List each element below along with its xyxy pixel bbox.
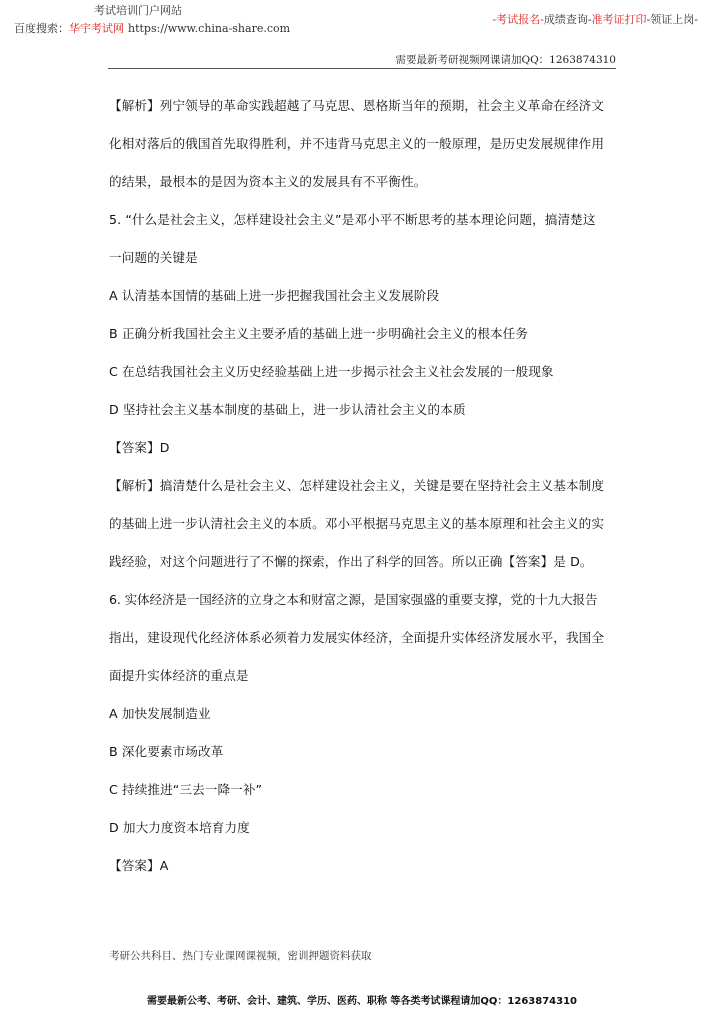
analysis: 【解析】搞清楚什么是社会主义、怎样建设社会主义，关键是要在坚持社会主义基本制度 [109,478,605,493]
option-d: D 坚持社会主义基本制度的基础上，进一步认清社会主义的本质 [109,402,466,417]
text-line: 的结果，最根本的是因为资本主义的发展具有不平衡性。 [109,174,427,189]
text-line: 【解析】列宁领导的革命实践超越了马克思、恩格斯当年的预期，社会主义革命在经济文 [109,98,605,113]
option-c: C 在总结我国社会主义历史经验基础上进一步揭示社会主义社会发展的一般现象 [109,364,554,379]
portal-text: 考试培训门户网站 [94,4,182,17]
document-body [109,96,615,894]
option-b: B 正确分析我国社会主义主要矛盾的基础上进一步明确社会主义的根本任务 [109,326,529,341]
question-5: 5. “什么是社会主义，怎样建设社会主义”是邓小平不断思考的基本理论问题，搞清楚这 [109,212,596,227]
header-divider [108,68,616,69]
option-d: D 加大力度资本培育力度 [109,820,250,835]
search-label: 百度搜索： [14,22,69,35]
search-line [14,20,290,36]
text-line: 一问题的关键是 [109,250,198,265]
site-url[interactable]: https://www.china-share.com [128,22,291,35]
text-line: 指出，建设现代化经济体系必须着力发展实体经济，全面提升实体经济发展水平，我国全 [109,630,605,645]
option-a: A 加快发展制造业 [109,706,211,721]
footer-note: 考研公共科目、热门专业课网课视频，密训押题资料获取 [109,950,372,962]
option-b: B 深化要素市场改革 [109,744,224,759]
text-line: 的基础上进一步认清社会主义的本质。邓小平根据马克思主义的基本原理和社会主义的实 [109,516,605,531]
text-line: 践经验，对这个问题进行了不懈的探索，作出了科学的回答。所以正确【答案】是 D。 [109,554,593,569]
link-admission-ticket[interactable]: 准考证打印 [591,13,647,26]
option-c: C 持续推进“三去一降一补” [109,782,263,797]
question-6: 6. 实体经济是一国经济的立身之本和财富之源，是国家强盛的重要支撑，党的十九大报告 [109,592,598,607]
answer: 【答案】A [109,858,169,873]
qq-notice: 需要最新考研视频网课请加QQ：1263874310 [395,54,616,66]
text-line: 面提升实体经济的重点是 [109,668,249,683]
footer-contact: 需要最新公考、考研、会计、建筑、学历、医药、职称 等各类考试课程请加QQ：1263874310 [146,996,578,1007]
brand-link[interactable]: 华宇考试网 [69,22,124,35]
link-certificate[interactable]: -领证上岗- [646,13,698,26]
text-line: 化相对落后的俄国首先取得胜利，并不违背马克思主义的一般原理，是历史发展规律作用 [109,136,605,151]
option-a: A 认清基本国情的基础上进一步把握我国社会主义发展阶段 [109,288,440,303]
answer: 【答案】D [109,440,170,455]
link-exam-registration[interactable]: -考试报名- [492,13,544,26]
header-links [492,11,698,27]
link-score-query[interactable]: 成绩查询- [543,13,592,26]
